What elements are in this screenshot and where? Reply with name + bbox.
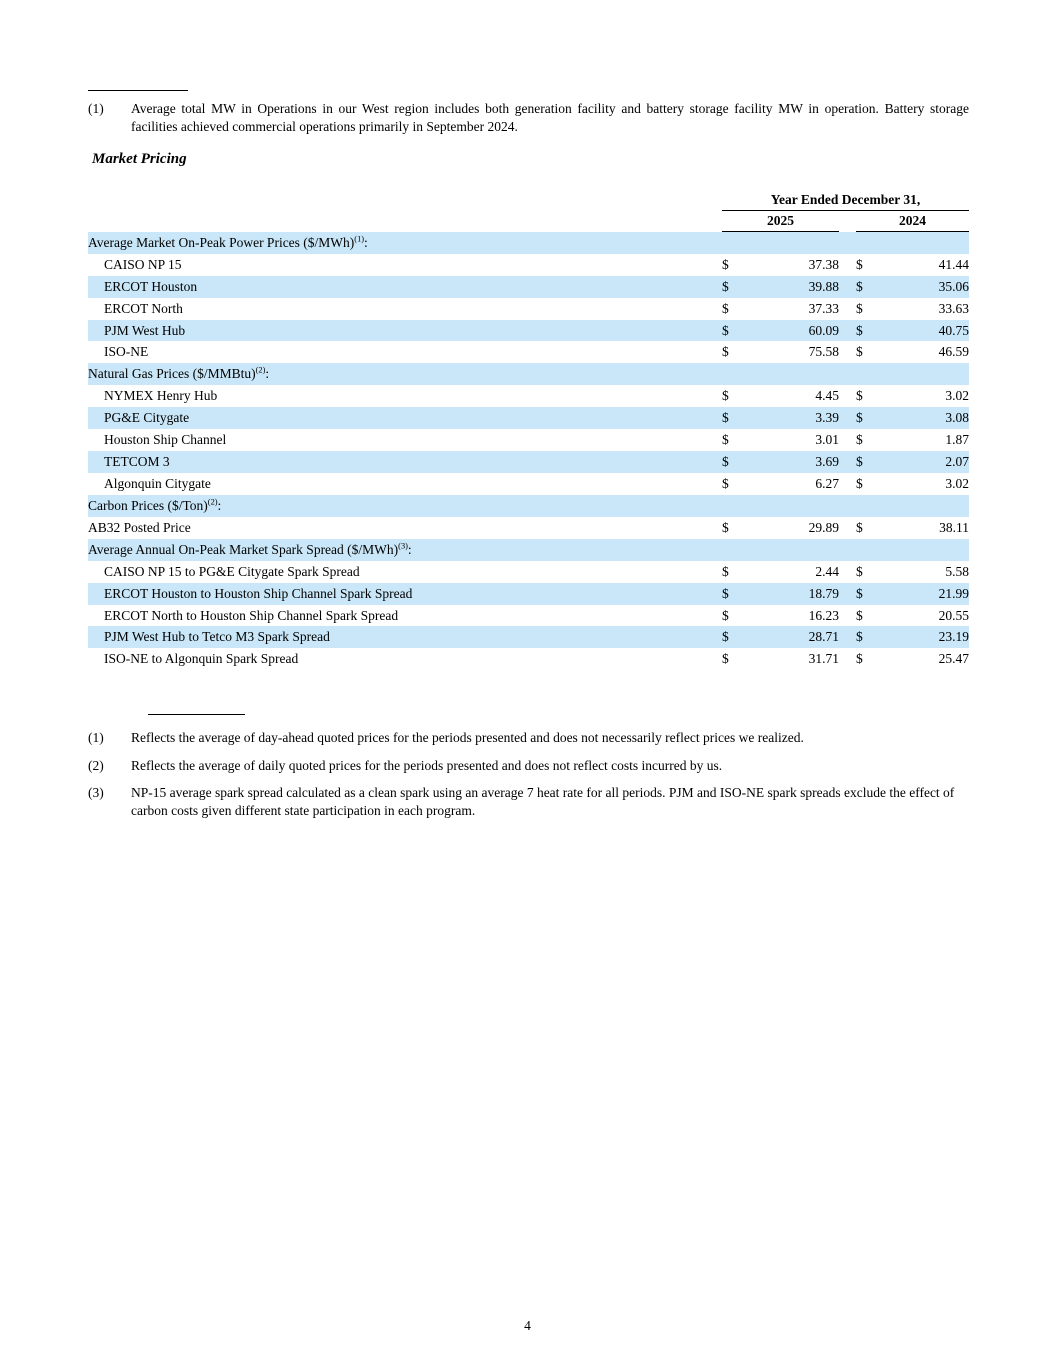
column-gap [839, 626, 856, 648]
table-section-row [88, 539, 969, 561]
currency-symbol-2025: $ [722, 320, 742, 342]
currency-symbol-2024: $ [856, 475, 863, 491]
table-span-header: Year Ended December 31, [722, 190, 969, 210]
currency-symbol-2024: $ [856, 407, 876, 429]
table-data-row [88, 473, 969, 495]
data-row-label: ERCOT Houston to Houston Ship Channel Spark Spread [88, 583, 722, 605]
value-2024: 40.75 [876, 320, 969, 342]
table-data-row [88, 561, 969, 583]
column-gap [839, 583, 856, 605]
currency-symbol-2025: $ [722, 432, 729, 448]
data-row-label: CAISO NP 15 to PG&E Citygate Spark Spread [104, 563, 360, 579]
section-row-label: Average Annual On-Peak Market Spark Spread ($/MWh)$^{(3)}$: [88, 539, 969, 561]
currency-symbol-2024: $ [856, 300, 863, 316]
bottom-footnote-2 [88, 757, 969, 775]
data-row-label: ERCOT Houston [88, 276, 722, 298]
currency-symbol-2025: $ [722, 651, 729, 667]
top-footnote [88, 100, 969, 136]
currency-symbol-2024: $ [856, 607, 863, 623]
table-data-row [88, 429, 969, 451]
column-header-2024: 2024 [856, 210, 969, 231]
currency-symbol-2025: $ [722, 563, 729, 579]
footnote-text: NP-15 average spark spread calculated as a clean spark using an average 7 heat rate for all periods. PJM and ISO-NE spark spreads exclude the effect of carbon costs given different state participation in each program. [131, 785, 955, 818]
value-2025: 16.23 [808, 607, 839, 623]
value-2025: 2.44 [815, 563, 839, 579]
currency-symbol-2024: $ [856, 626, 876, 648]
currency-symbol-2025: $ [722, 344, 729, 360]
table-section-row [88, 231, 969, 253]
value-2024: 1.87 [945, 432, 970, 448]
value-2025: 75.58 [808, 344, 839, 360]
header-empty-cell [88, 190, 722, 210]
data-row-label: Algonquin Citygate [104, 475, 211, 491]
value-2025: 60.09 [742, 320, 839, 342]
value-2025: 29.89 [808, 519, 839, 535]
column-header-2025: 2025 [722, 210, 839, 231]
data-row-label: TETCOM 3 [88, 451, 722, 473]
table-data-row [88, 276, 969, 298]
value-2025: 37.33 [808, 300, 839, 316]
table-data-row [88, 298, 969, 320]
column-gap [839, 517, 856, 539]
footnote-separator-bottom [148, 714, 245, 715]
value-2024: 46.59 [938, 344, 970, 360]
value-2025: 39.88 [742, 276, 839, 298]
currency-symbol-2025: $ [722, 607, 729, 623]
market-pricing-table [88, 190, 969, 670]
column-gap [839, 605, 856, 627]
footnote-text: Average total MW in Operations in our West region includes both generation facility and battery storage facility MW in operation. Battery storage facilities achieved commercial operations primarily in September 2024. [131, 101, 969, 134]
table-data-row [88, 341, 969, 363]
data-row-label: PG&E Citygate [88, 407, 722, 429]
currency-symbol-2024: $ [856, 276, 876, 298]
value-2024: 3.02 [945, 475, 970, 491]
value-2024: 35.06 [876, 276, 969, 298]
table-data-row [88, 605, 969, 627]
value-2024: 3.02 [945, 388, 970, 404]
footnote-text: Reflects the average of daily quoted prices for the periods presented and does not reflect costs incurred by us. [131, 758, 723, 773]
table-data-row [88, 385, 969, 407]
footnote-marker: (1) [88, 730, 104, 745]
value-2025: 3.39 [742, 407, 839, 429]
value-2025: 31.71 [808, 651, 839, 667]
currency-symbol-2025: $ [722, 451, 742, 473]
header-empty-cell [88, 210, 722, 231]
column-gap [839, 254, 856, 276]
market-table-body [88, 231, 969, 670]
footnote-marker: (2) [88, 758, 104, 773]
value-2024: 23.19 [876, 626, 969, 648]
currency-symbol-2024: $ [856, 519, 863, 535]
value-2025: 37.38 [808, 256, 839, 272]
table-data-row [88, 320, 969, 342]
table-data-row [88, 583, 969, 605]
footnote-separator-top [88, 90, 188, 91]
column-gap [839, 298, 856, 320]
value-2024: 21.99 [876, 583, 969, 605]
bottom-footnote-3 [88, 784, 969, 820]
currency-symbol-2025: $ [722, 519, 729, 535]
value-2025: 3.01 [815, 432, 839, 448]
table-header-span-row [88, 190, 969, 210]
currency-symbol-2024: $ [856, 256, 863, 272]
currency-symbol-2024: $ [856, 388, 863, 404]
currency-symbol-2024: $ [856, 563, 863, 579]
currency-symbol-2025: $ [722, 276, 742, 298]
currency-symbol-2024: $ [856, 583, 876, 605]
value-2025: 3.69 [742, 451, 839, 473]
value-2024: 25.47 [938, 651, 970, 667]
table-data-row [88, 254, 969, 276]
currency-symbol-2024: $ [856, 451, 876, 473]
value-2025: 18.79 [742, 583, 839, 605]
currency-symbol-2025: $ [722, 388, 729, 404]
data-row-label: PJM West Hub to Tetco M3 Spark Spread [88, 626, 722, 648]
value-2024: 33.63 [938, 300, 970, 316]
value-2024: 2.07 [876, 451, 969, 473]
column-gap [839, 320, 856, 342]
section-title: Market Pricing [92, 151, 187, 167]
column-gap [839, 648, 856, 670]
table-data-row [88, 517, 969, 539]
currency-symbol-2025: $ [722, 300, 729, 316]
section-row-label: Carbon Prices ($/Ton)$^{(2)}$: [88, 495, 969, 517]
header-gap-cell [839, 210, 856, 231]
currency-symbol-2025: $ [722, 475, 729, 491]
section-row-label: Average Market On-Peak Power Prices ($/MWh)$^{(1)}$: [88, 231, 969, 253]
footnote-marker: (3) [88, 785, 104, 800]
column-gap [839, 407, 856, 429]
table-section-row [88, 363, 969, 385]
data-row-label: NYMEX Henry Hub [104, 388, 218, 404]
currency-symbol-2024: $ [856, 320, 876, 342]
table-header [88, 190, 969, 231]
column-gap [839, 473, 856, 495]
table-header-years-row [88, 210, 969, 231]
data-row-label: ERCOT North [104, 300, 183, 316]
value-2024: 20.55 [938, 607, 970, 623]
currency-symbol-2024: $ [856, 651, 863, 667]
footnote-text: Reflects the average of day-ahead quoted prices for the periods presented and does not necessarily reflect prices we realized. [131, 730, 804, 745]
column-gap [839, 276, 856, 298]
data-row-label: ISO-NE to Algonquin Spark Spread [104, 651, 299, 667]
table-data-row [88, 626, 969, 648]
table-data-row [88, 648, 969, 670]
column-gap [839, 561, 856, 583]
value-2024: 5.58 [945, 563, 970, 579]
column-gap [839, 385, 856, 407]
data-row-label: CAISO NP 15 [104, 256, 182, 272]
value-2024: 38.11 [939, 519, 970, 535]
data-row-label: PJM West Hub [88, 320, 722, 342]
table-data-row [88, 407, 969, 429]
table-section-row [88, 495, 969, 517]
currency-symbol-2024: $ [856, 344, 863, 360]
value-2025: 4.45 [815, 388, 839, 404]
currency-symbol-2025: $ [722, 626, 742, 648]
currency-symbol-2025: $ [722, 583, 742, 605]
currency-symbol-2025: $ [722, 407, 742, 429]
column-gap [839, 429, 856, 451]
value-2024: 3.08 [876, 407, 969, 429]
section-row-label: Natural Gas Prices ($/MMBtu)$^{(2)}$: [88, 363, 969, 385]
column-gap [839, 341, 856, 363]
footnote-marker: (1) [88, 101, 104, 116]
table-data-row [88, 451, 969, 473]
data-row-label: Houston Ship Channel [104, 432, 227, 448]
data-row-label: ISO-NE [104, 344, 149, 360]
value-2025: 6.27 [815, 475, 839, 491]
currency-symbol-2025: $ [722, 256, 729, 272]
value-2024: 41.44 [938, 256, 970, 272]
data-row-label: ERCOT North to Houston Ship Channel Spark Spread [104, 607, 399, 623]
currency-symbol-2024: $ [856, 432, 863, 448]
data-row-label: AB32 Posted Price [88, 519, 191, 535]
bottom-footnote-1 [88, 729, 969, 747]
value-2025: 28.71 [742, 626, 839, 648]
page-number: 4 [524, 1318, 531, 1333]
column-gap [839, 451, 856, 473]
